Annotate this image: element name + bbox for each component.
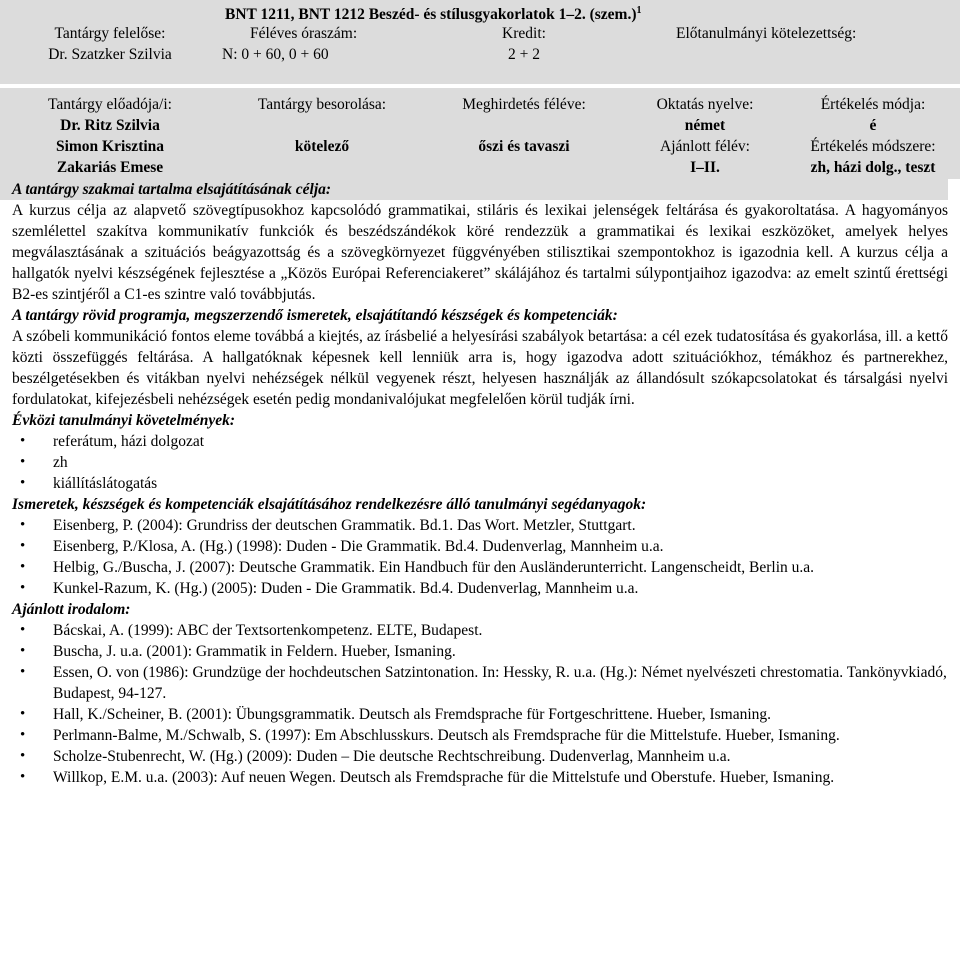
list-item: • Willkop, E.M. u.a. (2003): Auf neuen Wegen. Deutsch als Fremdsprache für die Mittelstufe und Oberstufe. Hueber, Ismaning.	[12, 767, 948, 788]
prereq-cell	[626, 23, 960, 44]
recommended-label: Ajánlott félév:	[660, 138, 750, 155]
eval-method-label: Értékelés módszere:	[810, 138, 936, 155]
prereq-label: Előtanulmányi kötelezettség:	[676, 25, 857, 42]
row-divider	[0, 84, 960, 88]
requirements-heading: Évközi tanulmányi követelmények:	[12, 412, 236, 429]
recommended-value: I–II.	[690, 159, 720, 176]
literature-list	[12, 620, 948, 788]
list-item: • Essen, O. von (1986): Grundzüge der hochdeutschen Satzintonation. In: Hessky, R. u.a. (Hg.): Német nyelvészeti chrestomatia. Tankönyvkiadó, Budapest, 94-127.	[12, 662, 948, 704]
hours-cell	[222, 23, 422, 65]
list-item: • zh	[12, 452, 948, 473]
list-item: • Bácskai, A. (1999): ABC der Textsortenkompetenz. ELTE, Budapest.	[12, 620, 948, 641]
list-item: • referátum, házi dolgozat	[12, 431, 948, 452]
program-heading: A tantárgy rövid programja, megszerzendő ismeretek, elsajátítandó készségek és kompetenciák:	[12, 307, 618, 324]
eval-method-value: zh, házi dolg., teszt	[810, 159, 936, 176]
eval-type-value: é	[869, 117, 877, 134]
hours-value: N: 0 + 60, 0 + 60	[222, 46, 329, 63]
materials-list	[12, 515, 948, 599]
goal-heading: A tantárgy szakmai tartalma elsajátításának célja:	[0, 179, 948, 200]
responsible-cell	[0, 23, 220, 65]
lecturers-cell	[0, 94, 220, 178]
list-item: • Buscha, J. u.a. (2001): Grammatik in Feldern. Hueber, Ismaning.	[12, 641, 948, 662]
lecturer-name: Simon Krisztina	[55, 138, 165, 155]
list-item: • Perlmann-Balme, M./Schwalb, S. (1997): Em Abschlusskurs. Deutsch als Fremdsprache für die Mittelstufe. Hueber, Ismaning.	[12, 725, 948, 746]
requirements-list	[12, 431, 948, 494]
list-item: • Eisenberg, P. (2004): Grundriss der deutschen Grammatik. Bd.1. Das Wort. Metzler, Stuttgart.	[12, 515, 948, 536]
list-item: • Hall, K./Scheiner, B. (2001): Übungsgrammatik. Deutsch als Fremdsprache für Fortgeschrittene. Hueber, Ismaning.	[12, 704, 948, 725]
course-title-text: BNT 1211, BNT 1212 Beszéd- és stílusgyakorlatok 1–2. (szem.)	[225, 6, 637, 23]
list-item: • kiállításlátogatás	[12, 473, 948, 494]
language-value: német	[684, 117, 726, 134]
program-text: A szóbeli kommunikáció fontos eleme továbbá a kiejtés, az írásbelié a helyesírási szabályok betartása: a cél ezek tudatosítása és gyakorlása, ill. a kettő közti összefüggés feltárása. A hallgatóknak képesnek kell lenniük arra is, hogy igazodva adott szituációkhoz, témákhoz és partnerekhez, beszélgetésekben és vitákban nyelvi nehézségek nélkül vegyenek részt, helyesen használják az állandósult szókapcsolatokat és társalgási nyelvi fordulatokat, kifejezésbeli nehézségek esetén pedig mondanivalójukat megfelelően körül tudják írni.	[12, 328, 948, 408]
language-label: Oktatás nyelve:	[656, 96, 754, 113]
goal-text: A kurzus célja az alapvető szövegtípusokhoz kapcsolódó grammatikai, stiláris és lexikai jelenségek feltárása és gyakoroltatása. A hagyományos szemlélettel szakítva kommunikatív funkciók és beszédszándékok köré rendezzük a grammatikai és lexikai eszközöket, amelyek helyes megválasztásának a szituációs beágyazottság és a szövegkörnyezet függvényében stilisztikai szempontokhoz is igazodnia kell. A kurzus célja a hallgatók nyelvi készségének fejlesztése a „Közös Európai Referenciakeret” skálájához és tartalmi súlypontjaihoz igazodva: az emelt szintű érettségi B2-es szintjéről a C1-es szintre való továbbjutás.	[12, 202, 948, 303]
eval-type-label: Értékelés módja:	[820, 96, 926, 113]
lecturers-label: Tantárgy előadója/i:	[48, 96, 172, 113]
evaluation-cell	[786, 94, 960, 178]
responsible-label: Tantárgy felelőse:	[54, 25, 166, 42]
course-title	[225, 5, 641, 24]
list-item: • Scholze-Stubenrecht, W. (Hg.) (2009): Duden – Die deutsche Rechtschreibung. Dudenverlag, Mannheim u.a.	[12, 746, 948, 767]
materials-heading: Ismeretek, készségek és kompetenciák elsajátításához rendelkezésre álló tanulmányi segédanyagok:	[12, 496, 647, 513]
header-table	[0, 0, 960, 179]
semester-label: Meghirdetés féléve:	[462, 96, 586, 113]
credit-value: 2 + 2	[508, 46, 540, 63]
category-value: kötelező	[294, 138, 350, 155]
credit-label: Kredit:	[502, 25, 546, 42]
lecturer-name: Dr. Ritz Szilvia	[60, 117, 160, 134]
category-cell	[222, 94, 422, 157]
footnote-marker: 1	[636, 4, 642, 16]
semester-value: őszi és tavaszi	[478, 138, 570, 155]
list-item: • Kunkel-Razum, K. (Hg.) (2005): Duden - Die Grammatik. Bd.4. Dudenverlag, Mannheim u.a.	[12, 578, 948, 599]
list-item: • Eisenberg, P./Klosa, A. (Hg.) (1998): Duden - Die Grammatik. Bd.4. Dudenverlag, Mannheim u.a.	[12, 536, 948, 557]
category-label: Tantárgy besorolása:	[257, 96, 387, 113]
hours-label: Féléves óraszám:	[250, 25, 358, 42]
credit-cell	[424, 23, 624, 65]
list-item: • Helbig, G./Buscha, J. (2007): Deutsche Grammatik. Ein Handbuch für den Ausländerunterricht. Langenscheidt, Berlin u.a.	[12, 557, 948, 578]
literature-heading: Ajánlott irodalom:	[12, 601, 131, 618]
language-cell	[626, 94, 784, 178]
lecturer-name: Zakariás Emese	[56, 159, 164, 176]
responsible-name: Dr. Szatzker Szilvia	[48, 46, 172, 63]
semester-cell	[424, 94, 624, 157]
course-content	[12, 179, 948, 788]
